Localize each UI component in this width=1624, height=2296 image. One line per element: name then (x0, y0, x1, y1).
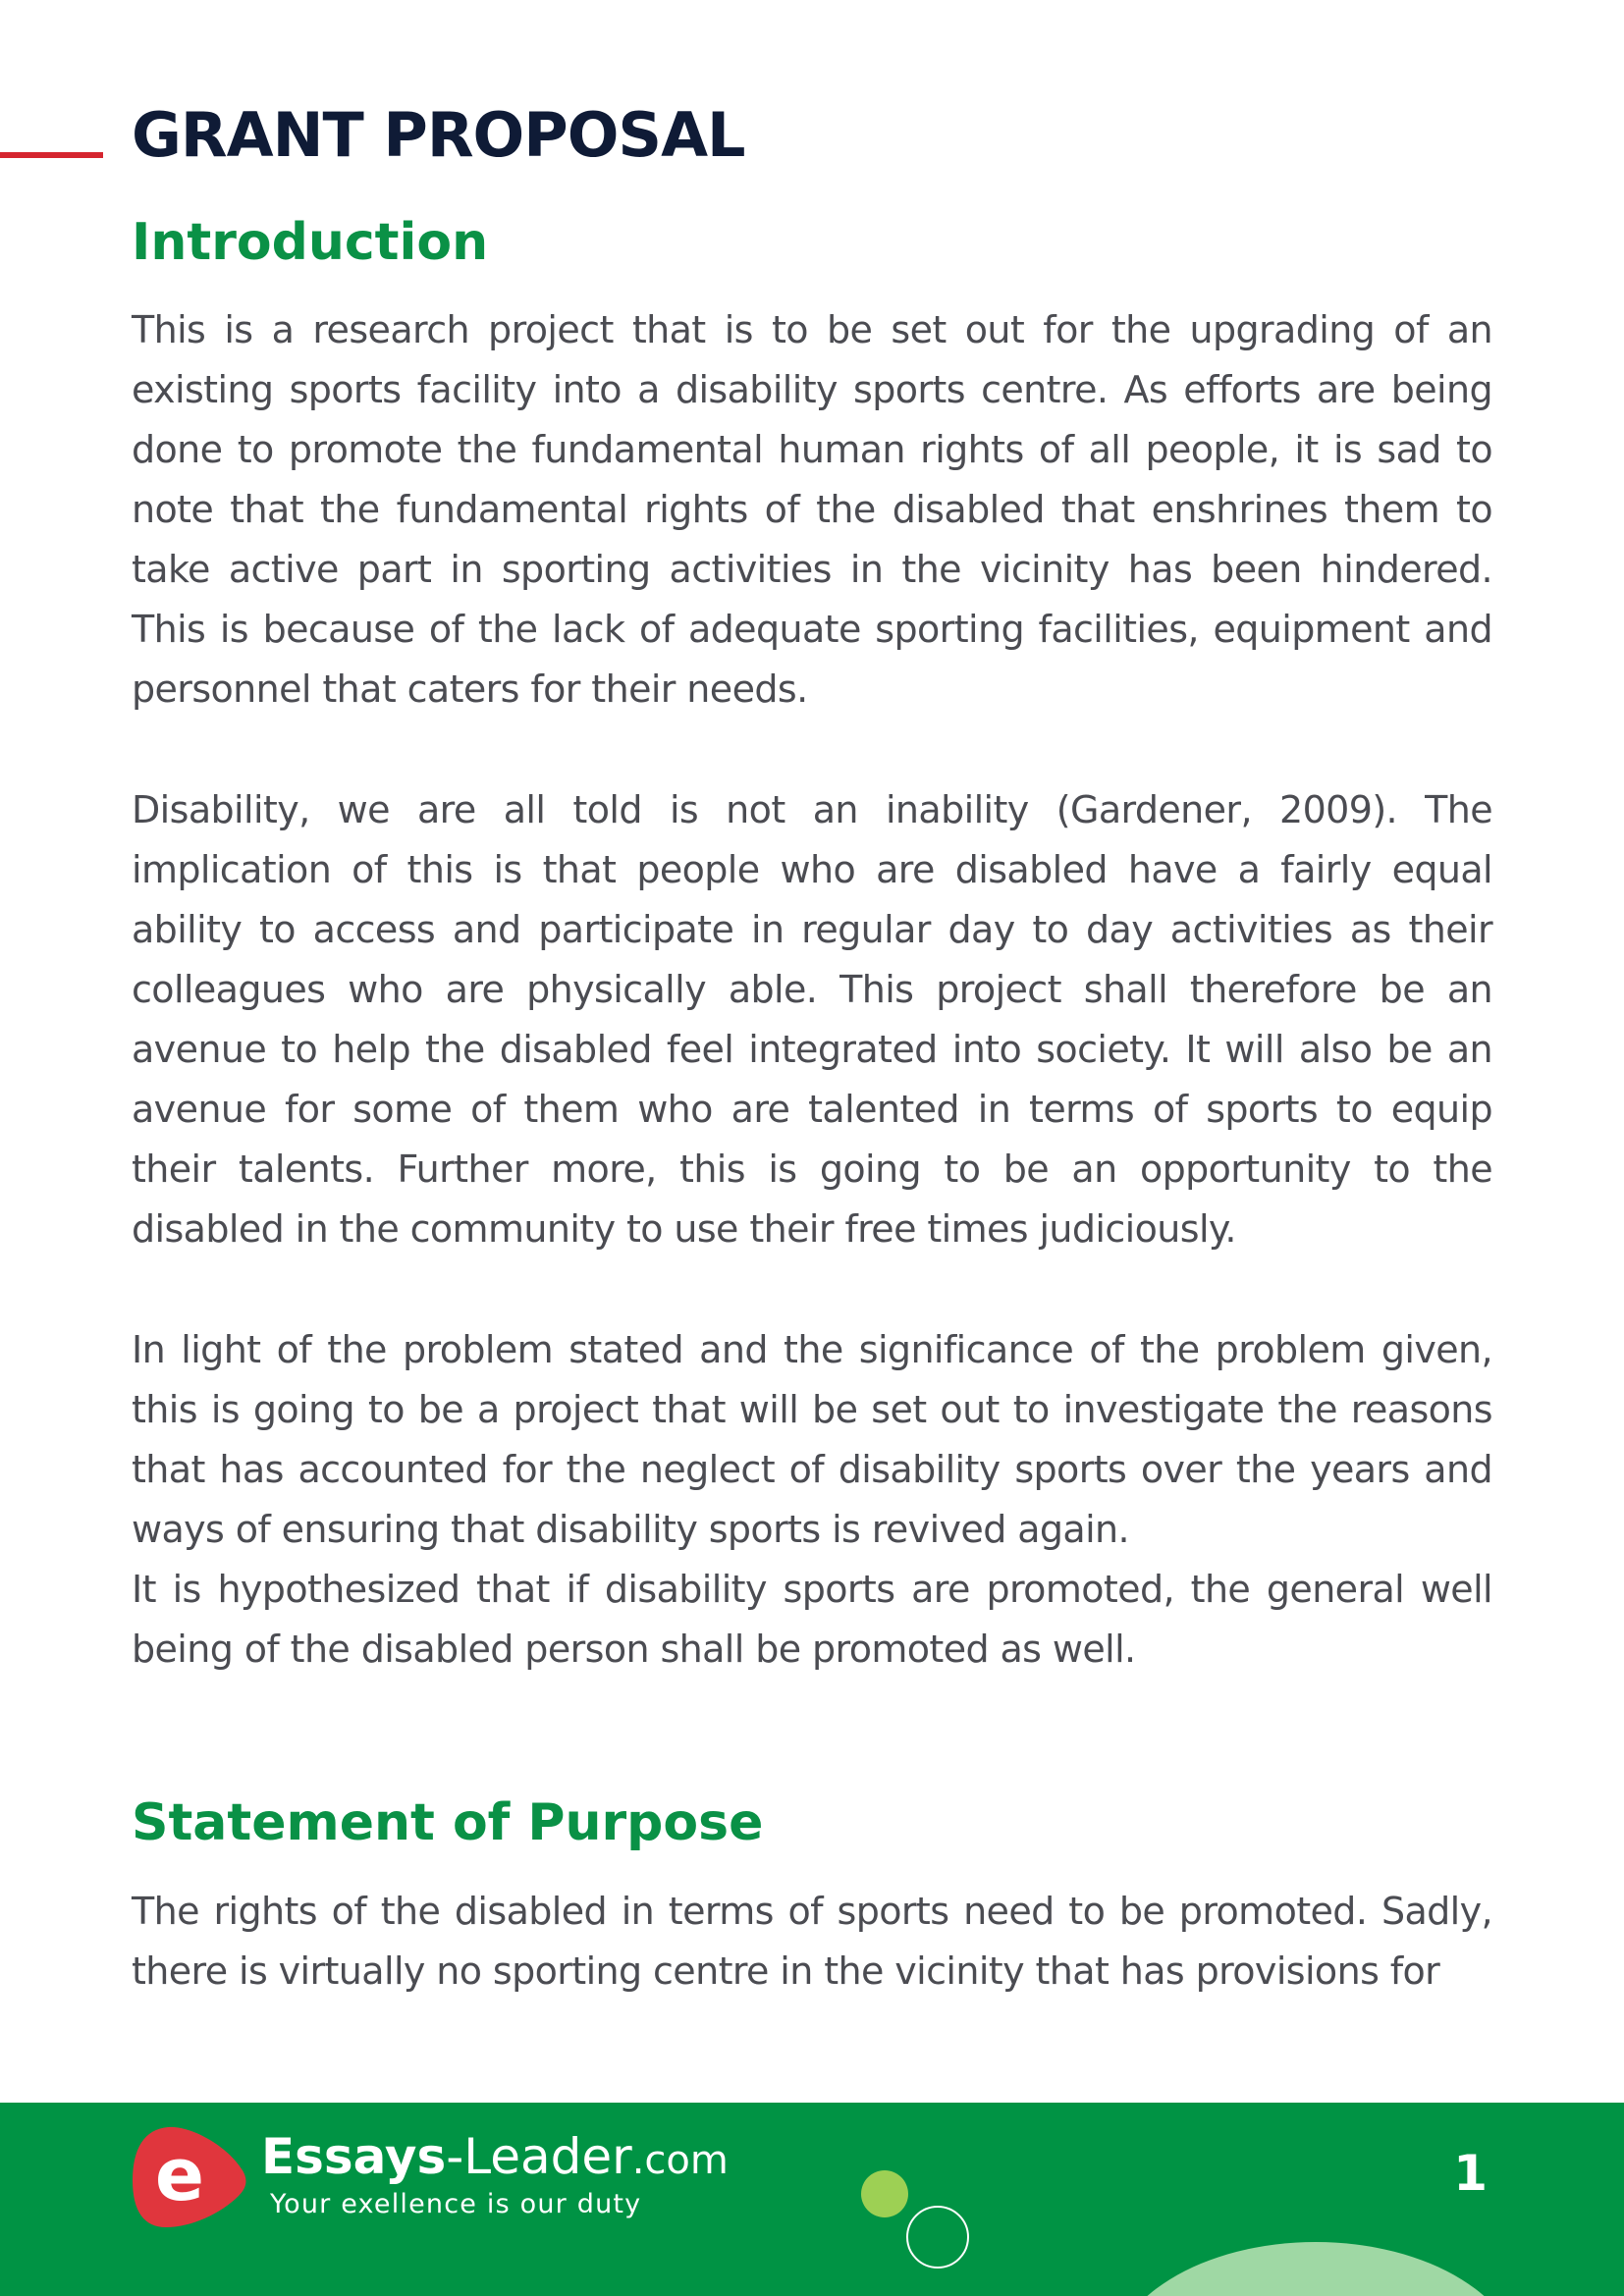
paragraph: It is hypothesized that if disability sports are promoted, the general well being of the disabled person shall be promoted as well. (132, 1568, 1492, 1671)
paragraph: This is a research project that is to be set out for the upgrading of an existing sports facility into a disability sports centre. As efforts are being done to promote the fundamental human rights of all people, it is sad to note that the fundamental rights of the disabled that enshrines them to take active part in sporting activities in the vicinity has been hindered. This is because of the lack of adequate sporting facilities, equipment and personnel that caters for their needs. (132, 308, 1492, 711)
paragraph: In light of the problem stated and the significance of the problem given, this is going to be a project that will be set out to investigate the reasons that has accounted for the neglect of disability sports over the years and ways of ensuring that disability sports is revived again. (132, 1328, 1492, 1551)
page-number: 1 (1453, 2145, 1488, 2202)
brand-name-bold: Essays (261, 2128, 447, 2185)
paragraph: The rights of the disabled in terms of sports need to be promoted. Sadly, there is virtually no sporting centre in the vicinity that has provisions for (132, 1890, 1492, 1993)
page-footer (0, 2103, 1624, 2296)
section-heading-introduction: Introduction (132, 213, 489, 272)
title-accent-line (0, 152, 103, 158)
brand-name-light: -Leader (446, 2128, 632, 2185)
section-heading-statement-of-purpose: Statement of Purpose (132, 1793, 764, 1852)
brand-name (261, 2128, 729, 2185)
decorative-arc (1110, 2242, 1522, 2296)
brand-tagline: Your exellence is our duty (270, 2189, 642, 2219)
logo-letter: e (154, 2133, 205, 2217)
decorative-dot (861, 2170, 908, 2217)
paragraph: Disability, we are all told is not an inability (Gardener, 2009). The implication of this is that people who are disabled have a fairly equal ability to access and participate in regular day to day activities as their colleagues who are physically able. This project shall therefore be an avenue to help the disabled feel integrated into society. It will also be an avenue for some of them who are talented in terms of sports to equip their talents. Further more, this is going to be an opportunity to the disabled in the community to use their free times judiciously. (132, 788, 1492, 1251)
document-title: GRANT PROPOSAL (132, 99, 745, 171)
decorative-ring (906, 2206, 969, 2269)
essays-leader-logo-icon (131, 2125, 246, 2229)
brand-name-domain: .com (631, 2138, 729, 2183)
